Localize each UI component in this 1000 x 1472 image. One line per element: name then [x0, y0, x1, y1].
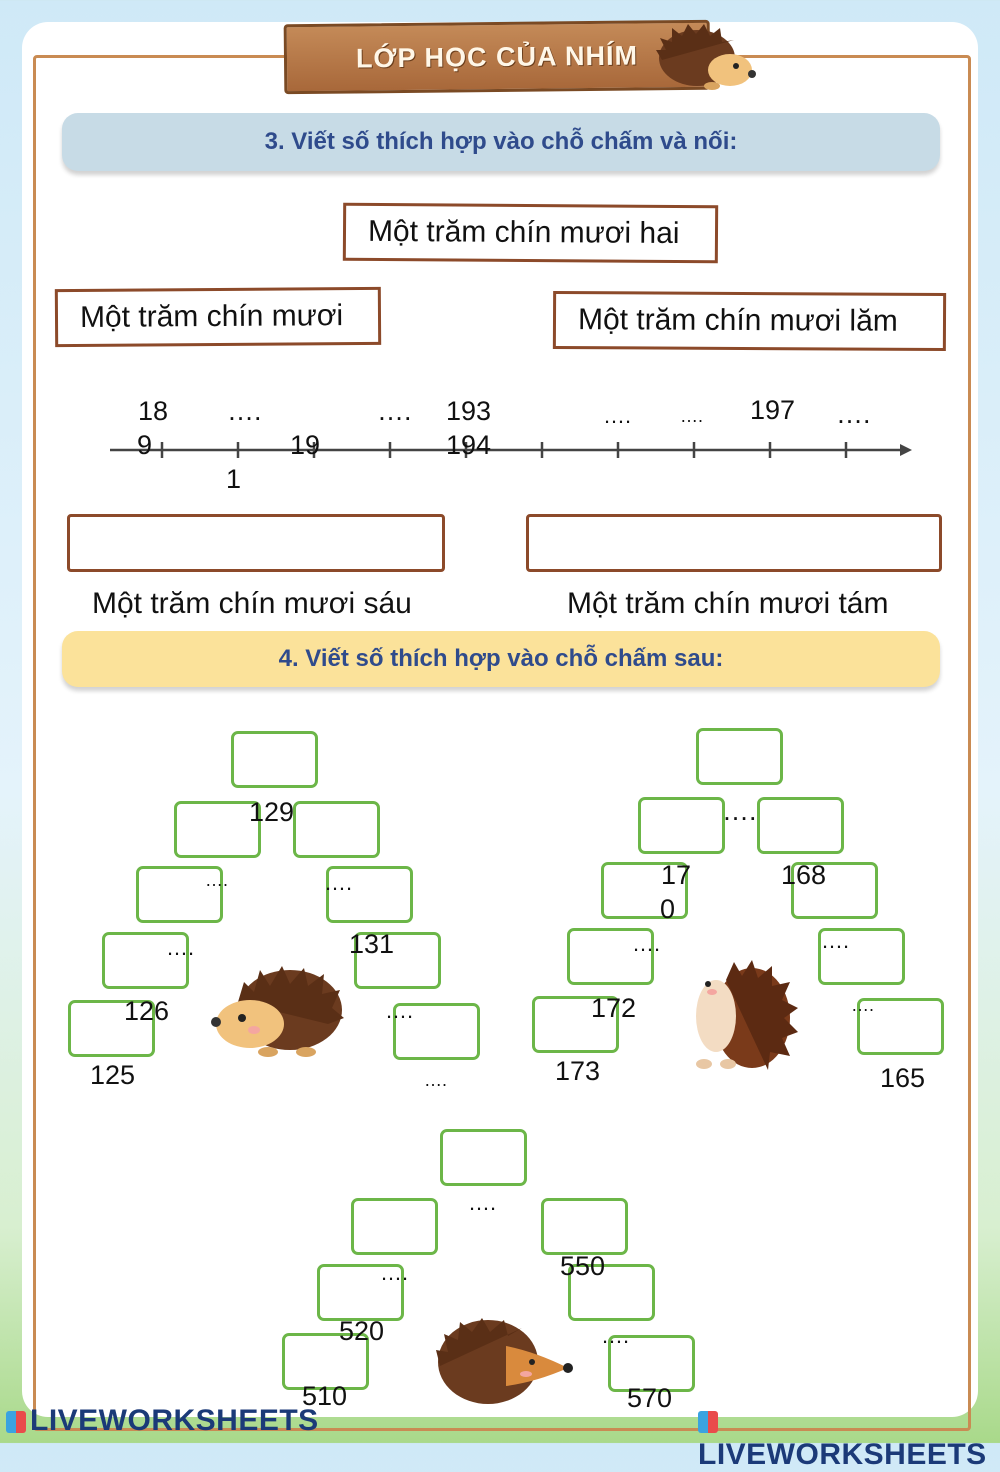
- tree3-num-510: 510: [302, 1381, 348, 1411]
- tree1-num-129: 129: [249, 797, 295, 827]
- hedgehog-2-icon: [690, 960, 800, 1072]
- tree1-blank-3[interactable]: ….: [166, 935, 195, 960]
- nl-label-19: 19: [290, 430, 321, 460]
- tree1-box-1[interactable]: [231, 731, 318, 788]
- tree2-blank-1[interactable]: ….: [722, 796, 757, 826]
- section4-heading: 4. Viết số thích hợp vào chỗ chấm sau:: [62, 631, 940, 687]
- word-box-left-text: Một trăm chín mươi: [79, 299, 344, 334]
- tree1-num-126: 126: [124, 996, 170, 1026]
- nl-label-1: 1: [226, 464, 242, 494]
- word-box-right-text: Một trăm chín mươi lăm: [577, 303, 898, 338]
- nl-label-193: 193: [446, 396, 492, 426]
- word-box-top-text: Một trăm chín mươi hai: [367, 214, 680, 251]
- tree2-box-3[interactable]: [757, 797, 844, 854]
- tree2-blank-2[interactable]: ….: [632, 931, 661, 956]
- tree1-box-3[interactable]: [293, 801, 380, 858]
- label-bottom-right: Một trăm chín mươi tám: [567, 587, 889, 620]
- nl-label-194: 194: [446, 430, 492, 460]
- tree3-box-3[interactable]: [541, 1198, 628, 1255]
- tree3-blank-3[interactable]: ….: [601, 1323, 630, 1348]
- tree3-blank-2[interactable]: ….: [380, 1260, 409, 1285]
- tree3-box-2[interactable]: [351, 1198, 438, 1255]
- tree3-box-1[interactable]: [440, 1129, 527, 1186]
- tree2-num-165: 165: [880, 1063, 926, 1093]
- tree1-box-2[interactable]: [174, 801, 261, 858]
- footer-brand-left-text: LIVEWORKSHEETS: [30, 1404, 319, 1437]
- footer-brand-right-text: LIVEWORKSHEETS: [698, 1438, 987, 1471]
- tree2-box-2[interactable]: [638, 797, 725, 854]
- liveworksheets-logo-icon: [698, 1411, 718, 1433]
- section3-heading: 3. Viết số thích hợp vào chỗ chấm và nối:: [62, 113, 940, 171]
- tree1-blank-5[interactable]: ….: [424, 1070, 448, 1090]
- answer-box-right[interactable]: [526, 514, 942, 572]
- word-box-top[interactable]: [343, 203, 718, 264]
- nl-label-18: 18: [138, 396, 169, 426]
- footer-brand-left[interactable]: [6, 1404, 319, 1438]
- tree1-blank-4[interactable]: ….: [385, 998, 414, 1023]
- tree3-blank-1[interactable]: ….: [468, 1190, 497, 1215]
- tree2-box-1[interactable]: [696, 728, 783, 785]
- nl-blank-4[interactable]: ….: [680, 406, 704, 426]
- footer-brand-right[interactable]: [698, 1404, 1000, 1472]
- tree2-num-17: 17: [661, 860, 692, 890]
- tree2-blank-4[interactable]: ….: [851, 995, 875, 1015]
- liveworksheets-logo-icon: [6, 1411, 26, 1433]
- tree2-num-172: 172: [591, 993, 637, 1023]
- nl-blank-1[interactable]: ….: [227, 396, 262, 426]
- nl-label-9: 9: [137, 430, 153, 460]
- tree3-num-570: 570: [627, 1383, 673, 1413]
- word-box-left[interactable]: [55, 287, 381, 347]
- tree1-num-125: 125: [90, 1060, 136, 1090]
- tree1-blank-1[interactable]: ….: [205, 870, 229, 890]
- tree1-num-131: 131: [349, 929, 395, 959]
- tree3-num-520: 520: [339, 1316, 385, 1346]
- hedgehog-3-icon: [436, 1316, 576, 1408]
- hedgehog-1-icon: [208, 962, 348, 1062]
- tree1-blank-2[interactable]: ….: [324, 870, 353, 895]
- hedgehog-banner-icon: [652, 20, 762, 100]
- nl-blank-2[interactable]: ….: [377, 396, 412, 426]
- nl-blank-5[interactable]: ….: [836, 399, 871, 429]
- number-line: [100, 430, 920, 470]
- label-bottom-left: Một trăm chín mươi sáu: [92, 587, 412, 620]
- tree2-num-173: 173: [555, 1056, 601, 1086]
- banner-title: LỚP HỌC CỦA NHÍM: [355, 40, 639, 73]
- nl-blank-3[interactable]: ….: [603, 403, 632, 428]
- answer-box-left[interactable]: [67, 514, 445, 572]
- tree2-blank-3[interactable]: ….: [821, 928, 850, 953]
- tree3-num-550: 550: [560, 1251, 606, 1281]
- tree2-num-0: 0: [660, 894, 676, 924]
- word-box-right[interactable]: [553, 291, 946, 351]
- title-banner: [284, 20, 711, 94]
- tree2-num-168: 168: [781, 860, 827, 890]
- nl-label-197: 197: [750, 395, 796, 425]
